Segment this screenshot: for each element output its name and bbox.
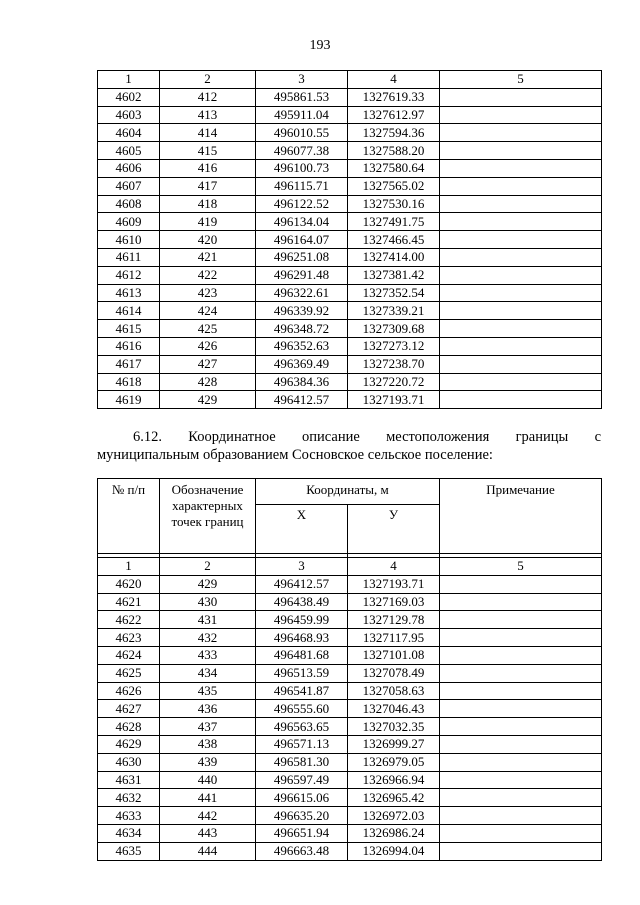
y-coordinate-cell: 1326965.42 — [348, 789, 440, 807]
note-cell — [440, 629, 602, 647]
column-number: 1 — [98, 71, 160, 89]
table-row — [98, 682, 602, 700]
point-designation-cell: 440 — [160, 771, 256, 789]
note-cell — [440, 824, 602, 842]
header-line: характерных — [172, 498, 243, 513]
note-cell — [440, 735, 602, 753]
note-cell — [440, 266, 602, 284]
table-row — [98, 700, 602, 718]
y-coordinate-cell: 1327565.02 — [348, 177, 440, 195]
point-number-cell: 4617 — [98, 355, 160, 373]
point-designation-cell: 437 — [160, 718, 256, 736]
x-coordinate-cell: 496468.93 — [256, 629, 348, 647]
note-cell — [440, 575, 602, 593]
note-cell — [440, 753, 602, 771]
column-number: 2 — [160, 558, 256, 576]
point-designation-cell: 412 — [160, 88, 256, 106]
table-row — [98, 718, 602, 736]
x-coordinate-cell: 496077.38 — [256, 142, 348, 160]
point-designation-cell: 433 — [160, 646, 256, 664]
y-coordinate-cell: 1327619.33 — [348, 88, 440, 106]
point-designation-cell: 429 — [160, 575, 256, 593]
note-cell — [440, 789, 602, 807]
x-coordinate-cell: 496541.87 — [256, 682, 348, 700]
section-word: описание — [302, 429, 360, 445]
table2-body — [98, 575, 602, 860]
header-line: точек границ — [171, 514, 244, 529]
point-designation-cell: 438 — [160, 735, 256, 753]
point-number-cell: 4633 — [98, 807, 160, 825]
table1-body — [98, 88, 602, 408]
point-designation-cell: 428 — [160, 373, 256, 391]
y-coordinate-cell: 1327339.21 — [348, 302, 440, 320]
header-row — [98, 479, 602, 505]
table-row — [98, 789, 602, 807]
note-cell — [440, 593, 602, 611]
page-number: 193 — [309, 38, 331, 53]
x-coordinate-cell: 496251.08 — [256, 248, 348, 266]
table-row — [98, 391, 602, 409]
y-coordinate-cell: 1326972.03 — [348, 807, 440, 825]
point-number-cell: 4624 — [98, 646, 160, 664]
table-row — [98, 177, 602, 195]
table-row — [98, 213, 602, 231]
x-coordinate-cell: 496010.55 — [256, 124, 348, 142]
note-cell — [440, 646, 602, 664]
column-numbering-row — [98, 558, 602, 576]
point-number-cell: 4618 — [98, 373, 160, 391]
note-cell — [440, 807, 602, 825]
note-cell — [440, 842, 602, 860]
table-row — [98, 248, 602, 266]
y-coordinate-cell: 1327117.95 — [348, 629, 440, 647]
y-coordinate-cell: 1326986.24 — [348, 824, 440, 842]
note-cell — [440, 231, 602, 249]
x-coordinate-cell: 496322.61 — [256, 284, 348, 302]
column-number: 4 — [348, 558, 440, 576]
table-row — [98, 842, 602, 860]
point-number-cell: 4613 — [98, 284, 160, 302]
point-designation-cell: 426 — [160, 337, 256, 355]
point-designation-cell: 422 — [160, 266, 256, 284]
note-cell — [440, 284, 602, 302]
point-designation-cell: 421 — [160, 248, 256, 266]
point-designation-cell: 413 — [160, 106, 256, 124]
y-coordinate-cell: 1327352.54 — [348, 284, 440, 302]
point-number-cell: 4615 — [98, 320, 160, 338]
header-line: Обозначение — [171, 482, 244, 497]
point-number-cell: 4628 — [98, 718, 160, 736]
x-coordinate-cell: 496438.49 — [256, 593, 348, 611]
point-number-cell: 4606 — [98, 159, 160, 177]
y-coordinate-cell: 1327169.03 — [348, 593, 440, 611]
x-coordinate-cell: 496663.48 — [256, 842, 348, 860]
note-cell — [440, 771, 602, 789]
table-row — [98, 771, 602, 789]
x-coordinate-cell: 496339.92 — [256, 302, 348, 320]
point-designation-cell: 436 — [160, 700, 256, 718]
note-cell — [440, 142, 602, 160]
y-coordinate-cell: 1327220.72 — [348, 373, 440, 391]
coordinates-table-continued — [97, 70, 602, 409]
point-designation-cell: 435 — [160, 682, 256, 700]
table-row — [98, 284, 602, 302]
point-designation-cell: 431 — [160, 611, 256, 629]
table-row — [98, 593, 602, 611]
table-row — [98, 142, 602, 160]
table-row — [98, 88, 602, 106]
y-coordinate-cell: 1327580.64 — [348, 159, 440, 177]
point-designation-cell: 414 — [160, 124, 256, 142]
y-coordinate-cell: 1327273.12 — [348, 337, 440, 355]
point-designation-cell: 423 — [160, 284, 256, 302]
y-coordinate-cell: 1327046.43 — [348, 700, 440, 718]
point-number-cell: 4622 — [98, 611, 160, 629]
table-row — [98, 124, 602, 142]
point-designation-cell: 441 — [160, 789, 256, 807]
y-coordinate-cell: 1326994.04 — [348, 842, 440, 860]
note-cell — [440, 320, 602, 338]
y-coordinate-cell: 1327530.16 — [348, 195, 440, 213]
x-coordinate-cell: 496115.71 — [256, 177, 348, 195]
x-coordinate-cell: 496352.63 — [256, 337, 348, 355]
point-designation-cell: 420 — [160, 231, 256, 249]
x-coordinate-cell: 496134.04 — [256, 213, 348, 231]
point-number-cell: 4629 — [98, 735, 160, 753]
section-word: с — [594, 429, 601, 445]
x-coordinate-cell: 496597.49 — [256, 771, 348, 789]
y-coordinate-cell: 1327238.70 — [348, 355, 440, 373]
point-number-cell: 4625 — [98, 664, 160, 682]
column-number: 4 — [348, 71, 440, 89]
point-number-cell: 4626 — [98, 682, 160, 700]
x-coordinate-cell: 496291.48 — [256, 266, 348, 284]
x-coordinate-cell: 496563.65 — [256, 718, 348, 736]
table-row — [98, 355, 602, 373]
y-coordinate-cell: 1327193.71 — [348, 391, 440, 409]
point-designation-cell: 430 — [160, 593, 256, 611]
point-number-cell: 4614 — [98, 302, 160, 320]
note-cell — [440, 700, 602, 718]
note-cell — [440, 355, 602, 373]
x-coordinate-cell: 495911.04 — [256, 106, 348, 124]
header-x: X — [256, 505, 348, 554]
x-coordinate-cell: 496581.30 — [256, 753, 348, 771]
column-number: 3 — [256, 558, 348, 576]
y-coordinate-cell: 1326966.94 — [348, 771, 440, 789]
point-number-cell: 4619 — [98, 391, 160, 409]
point-designation-cell: 417 — [160, 177, 256, 195]
point-number-cell: 4611 — [98, 248, 160, 266]
x-coordinate-cell: 496459.99 — [256, 611, 348, 629]
note-cell — [440, 682, 602, 700]
x-coordinate-cell: 496651.94 — [256, 824, 348, 842]
y-coordinate-cell: 1326999.27 — [348, 735, 440, 753]
point-number-cell: 4630 — [98, 753, 160, 771]
section-word: Координатное — [188, 429, 276, 445]
table-row — [98, 266, 602, 284]
table-row — [98, 195, 602, 213]
point-designation-cell: 424 — [160, 302, 256, 320]
point-number-cell: 4635 — [98, 842, 160, 860]
x-coordinate-cell: 496412.57 — [256, 575, 348, 593]
point-number-cell: 4627 — [98, 700, 160, 718]
column-number: 5 — [440, 558, 602, 576]
note-cell — [440, 664, 602, 682]
x-coordinate-cell: 496122.52 — [256, 195, 348, 213]
column-number: 1 — [98, 558, 160, 576]
note-cell — [440, 195, 602, 213]
point-number-cell: 4620 — [98, 575, 160, 593]
column-number: 2 — [160, 71, 256, 89]
note-cell — [440, 177, 602, 195]
x-coordinate-cell: 496348.72 — [256, 320, 348, 338]
table-row — [98, 753, 602, 771]
note-cell — [440, 337, 602, 355]
table-row — [98, 302, 602, 320]
section-heading-line1 — [97, 428, 601, 446]
x-coordinate-cell: 495861.53 — [256, 88, 348, 106]
y-coordinate-cell: 1327058.63 — [348, 682, 440, 700]
note-cell — [440, 373, 602, 391]
column-number: 5 — [440, 71, 602, 89]
section-word: местоположения — [386, 429, 490, 445]
point-number-cell: 4609 — [98, 213, 160, 231]
point-designation-cell: 427 — [160, 355, 256, 373]
y-coordinate-cell: 1327193.71 — [348, 575, 440, 593]
point-designation-cell: 434 — [160, 664, 256, 682]
table-row — [98, 575, 602, 593]
point-number-cell: 4634 — [98, 824, 160, 842]
column-numbering-row — [98, 71, 602, 89]
header-note: Примечание — [440, 479, 602, 554]
x-coordinate-cell: 496571.13 — [256, 735, 348, 753]
point-designation-cell: 439 — [160, 753, 256, 771]
y-coordinate-cell: 1327466.45 — [348, 231, 440, 249]
y-coordinate-cell: 1327032.35 — [348, 718, 440, 736]
point-designation-cell: 444 — [160, 842, 256, 860]
header-y: У — [348, 505, 440, 554]
x-coordinate-cell: 496100.73 — [256, 159, 348, 177]
point-designation-cell: 418 — [160, 195, 256, 213]
table-row — [98, 807, 602, 825]
note-cell — [440, 718, 602, 736]
y-coordinate-cell: 1327078.49 — [348, 664, 440, 682]
table-row — [98, 824, 602, 842]
y-coordinate-cell: 1327612.97 — [348, 106, 440, 124]
x-coordinate-cell: 496481.68 — [256, 646, 348, 664]
point-number-cell: 4602 — [98, 88, 160, 106]
y-coordinate-cell: 1327309.68 — [348, 320, 440, 338]
coordinates-table — [97, 478, 602, 861]
x-coordinate-cell: 496615.06 — [256, 789, 348, 807]
point-number-cell: 4603 — [98, 106, 160, 124]
section-word: границы — [515, 429, 569, 445]
x-coordinate-cell: 496513.59 — [256, 664, 348, 682]
point-number-cell: 4616 — [98, 337, 160, 355]
y-coordinate-cell: 1327594.36 — [348, 124, 440, 142]
column-number: 3 — [256, 71, 348, 89]
x-coordinate-cell: 496555.60 — [256, 700, 348, 718]
point-number-cell: 4623 — [98, 629, 160, 647]
point-number-cell: 4612 — [98, 266, 160, 284]
point-number-cell: 4621 — [98, 593, 160, 611]
point-designation-cell: 415 — [160, 142, 256, 160]
point-designation-cell: 432 — [160, 629, 256, 647]
point-number-cell: 4605 — [98, 142, 160, 160]
point-number-cell: 4604 — [98, 124, 160, 142]
table-row — [98, 664, 602, 682]
section-heading-line2: муниципальным образованием Сосновское сельское поселение: — [97, 447, 493, 463]
table-row — [98, 159, 602, 177]
table-row — [98, 629, 602, 647]
y-coordinate-cell: 1327491.75 — [348, 213, 440, 231]
y-coordinate-cell: 1327101.08 — [348, 646, 440, 664]
point-designation-cell: 416 — [160, 159, 256, 177]
y-coordinate-cell: 1327381.42 — [348, 266, 440, 284]
table-row — [98, 646, 602, 664]
header-point-designation — [160, 479, 256, 554]
x-coordinate-cell: 496384.36 — [256, 373, 348, 391]
point-number-cell: 4610 — [98, 231, 160, 249]
table-row — [98, 320, 602, 338]
table-row — [98, 106, 602, 124]
y-coordinate-cell: 1327129.78 — [348, 611, 440, 629]
note-cell — [440, 88, 602, 106]
header-coordinates: Координаты, м — [256, 479, 440, 505]
note-cell — [440, 302, 602, 320]
point-number-cell: 4608 — [98, 195, 160, 213]
point-designation-cell: 419 — [160, 213, 256, 231]
note-cell — [440, 159, 602, 177]
table-row — [98, 735, 602, 753]
point-number-cell: 4631 — [98, 771, 160, 789]
point-designation-cell: 443 — [160, 824, 256, 842]
x-coordinate-cell: 496412.57 — [256, 391, 348, 409]
y-coordinate-cell: 1327414.00 — [348, 248, 440, 266]
note-cell — [440, 391, 602, 409]
point-designation-cell: 442 — [160, 807, 256, 825]
point-designation-cell: 425 — [160, 320, 256, 338]
note-cell — [440, 106, 602, 124]
note-cell — [440, 248, 602, 266]
y-coordinate-cell: 1326979.05 — [348, 753, 440, 771]
table-row — [98, 611, 602, 629]
section-word: 6.12. — [133, 429, 162, 445]
note-cell — [440, 611, 602, 629]
header-point-number: № п/п — [98, 479, 160, 554]
point-designation-cell: 429 — [160, 391, 256, 409]
note-cell — [440, 124, 602, 142]
x-coordinate-cell: 496164.07 — [256, 231, 348, 249]
point-number-cell: 4632 — [98, 789, 160, 807]
table-row — [98, 373, 602, 391]
x-coordinate-cell: 496635.20 — [256, 807, 348, 825]
section-heading-paragraph — [97, 428, 601, 464]
table-row — [98, 337, 602, 355]
table-row — [98, 231, 602, 249]
y-coordinate-cell: 1327588.20 — [348, 142, 440, 160]
point-number-cell: 4607 — [98, 177, 160, 195]
x-coordinate-cell: 496369.49 — [256, 355, 348, 373]
note-cell — [440, 213, 602, 231]
